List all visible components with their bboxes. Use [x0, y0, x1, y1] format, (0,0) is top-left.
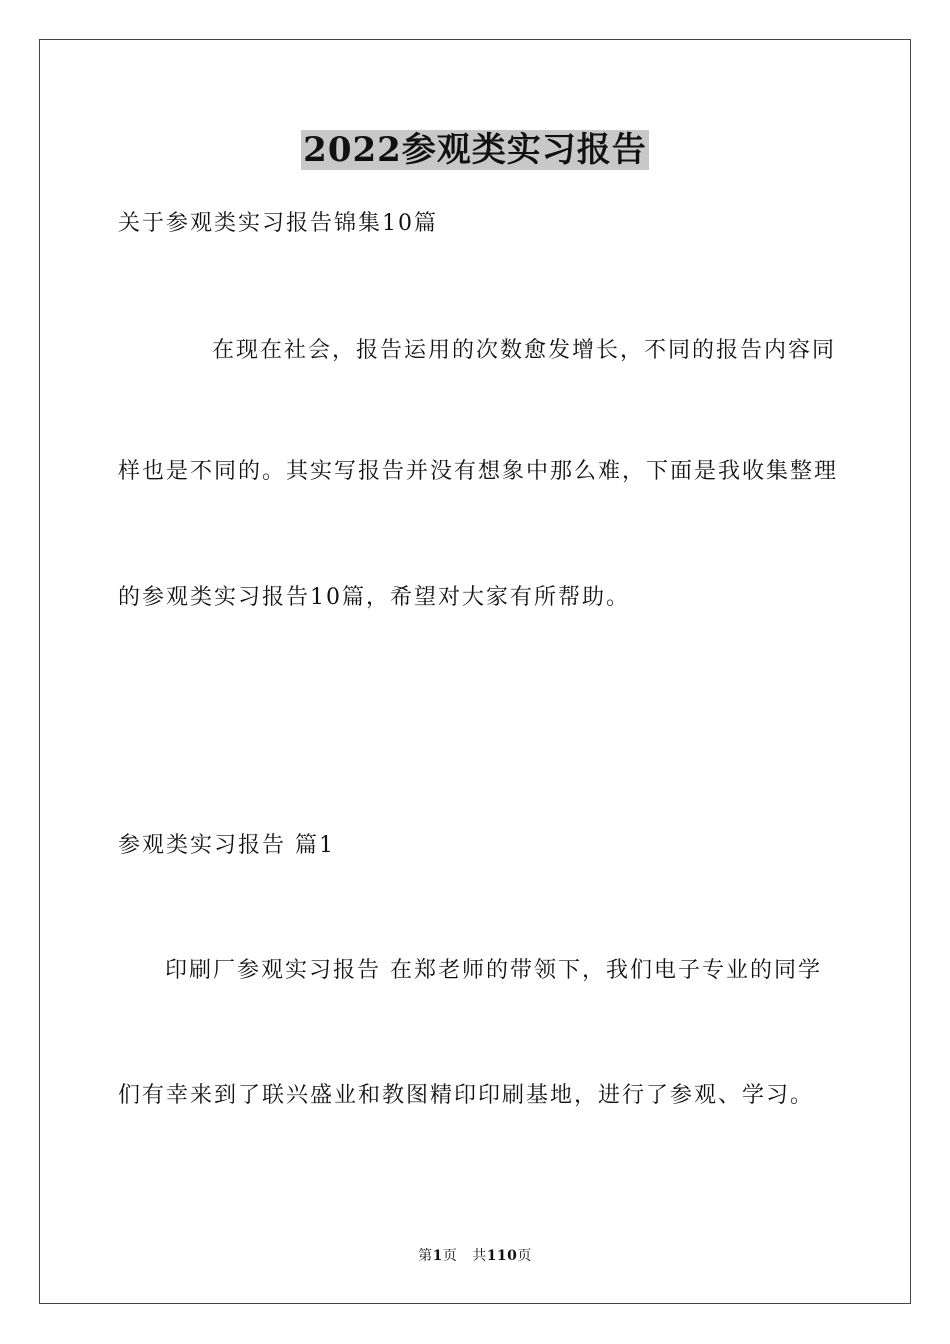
document-subtitle: 关于参观类实习报告锦集10篇 [118, 211, 438, 236]
page-footer [0, 1246, 950, 1266]
footer-page-suffix: 页 [442, 1248, 458, 1264]
footer-page-prefix: 第 [418, 1248, 433, 1264]
footer-total-suffix: 页 [517, 1248, 532, 1264]
section-line-2: 们有幸来到了联兴盛业和教图精印印刷基地，进行了参观、学习。 [118, 1083, 815, 1108]
section-heading: 参观类实习报告 篇1 [118, 833, 335, 858]
footer-total-pages: 110 [486, 1248, 518, 1264]
footer-total-prefix: 共 [472, 1248, 487, 1264]
intro-line-1: 在现在社会，报告运用的次数愈发增长，不同的报告内容同 [212, 338, 837, 363]
document-title-text: 2022参观类实习报告 [303, 130, 647, 170]
intro-line-3: 的参观类实习报告10篇，希望对大家有所帮助。 [118, 585, 630, 610]
section-line-1: 印刷厂参观实习报告 在郑老师的带领下，我们电子专业的同学 [165, 958, 822, 983]
document-title [0, 128, 950, 172]
footer-page-number: 1 [432, 1248, 443, 1264]
intro-line-2: 样也是不同的。其实写报告并没有想象中那么难，下面是我收集整理 [118, 459, 839, 484]
